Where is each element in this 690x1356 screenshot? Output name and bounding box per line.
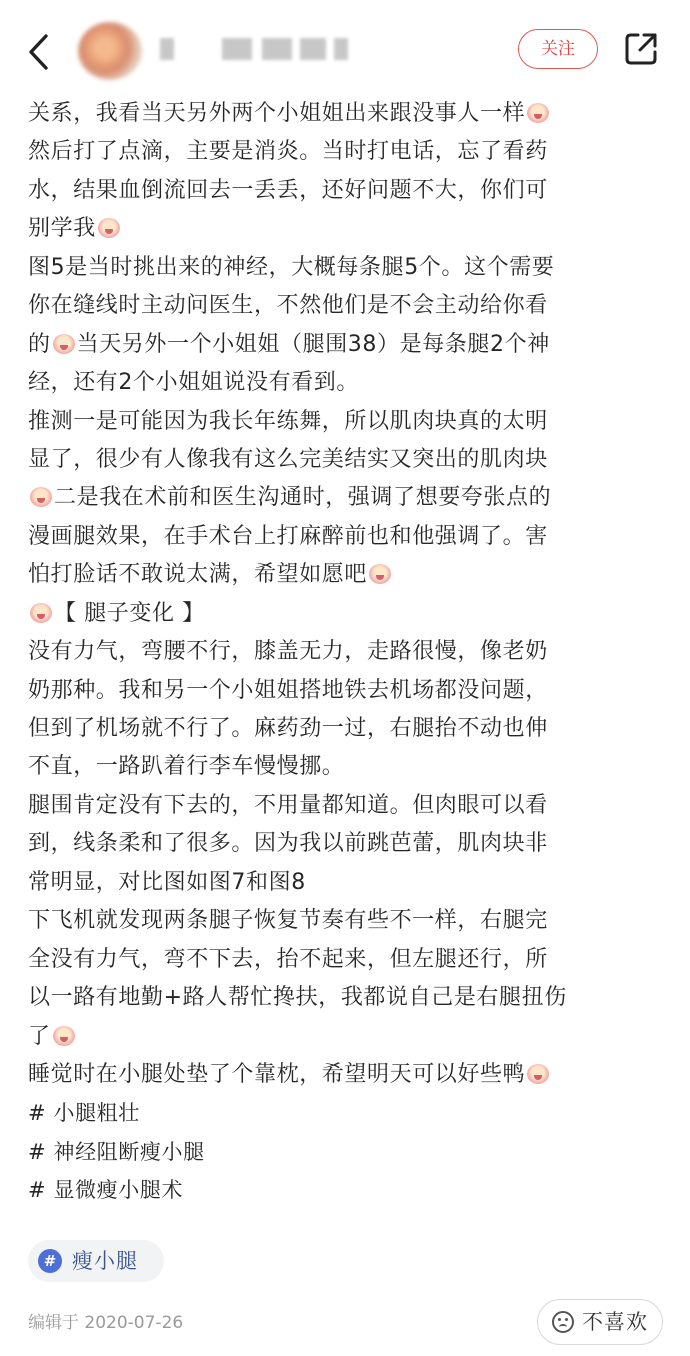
top-bar bbox=[0, 0, 690, 100]
crying-face-emoji-icon bbox=[98, 218, 120, 238]
follow-button[interactable]: 关注 bbox=[518, 29, 598, 69]
topic-label: 瘦小腿 bbox=[72, 1249, 138, 1273]
line-text: 全没有力气，弯不下去，抬不起来，但左腿还行，所 bbox=[28, 946, 548, 972]
post-text-line bbox=[28, 633, 673, 671]
crying-face-emoji-icon bbox=[53, 1026, 75, 1046]
hashtag-line[interactable]: # 小腿粗壮 bbox=[28, 1101, 140, 1126]
post-text-line bbox=[28, 979, 673, 1017]
hashtag-line[interactable]: # 显微瘦小腿术 bbox=[28, 1178, 184, 1203]
sad-face-icon bbox=[552, 1311, 574, 1333]
blurred-username bbox=[222, 38, 252, 60]
dislike-button[interactable] bbox=[537, 1299, 663, 1345]
blurred-username bbox=[160, 38, 174, 60]
edit-timestamp: 编辑于 2020-07-26 bbox=[28, 1313, 184, 1333]
line-text: 水，结果血倒流回去一丢丢，还好问题不大，你们可 bbox=[28, 177, 548, 203]
line-text: 你在缝线时主动问医生，不然他们是不会主动给你看 bbox=[28, 293, 548, 319]
blurred-username bbox=[300, 38, 326, 60]
line-text: 怕打脸话不敢说太满，希望如愿吧 bbox=[28, 562, 368, 588]
line-text: 关系，我看当天另外两个小姐姐出来跟没事人一样 bbox=[28, 101, 526, 126]
post-text-line bbox=[28, 941, 673, 979]
dislike-label: 不喜欢 bbox=[582, 1310, 648, 1334]
post-text-line bbox=[28, 710, 673, 748]
crying-face-emoji-icon bbox=[527, 103, 549, 123]
post-text-line bbox=[28, 364, 673, 402]
line-text: 显了，很少有人像我有这么完美结实又突出的肌肉块 bbox=[28, 446, 548, 472]
post-body bbox=[28, 95, 673, 1210]
crying-face-emoji-icon bbox=[527, 1064, 549, 1084]
post-text-line bbox=[28, 787, 673, 825]
post-text-line bbox=[28, 902, 673, 940]
post-text-line bbox=[28, 479, 673, 517]
post-text-line bbox=[28, 441, 673, 479]
line-text: 不直，一路趴着行李车慢慢挪。 bbox=[28, 754, 345, 780]
line-text-continued: 二是我在术前和医生沟通时，强调了想要夸张点的 bbox=[54, 485, 552, 511]
chevron-left-icon[interactable] bbox=[22, 30, 56, 74]
post-text-line bbox=[28, 95, 673, 133]
line-text: 经，还有2个小姐姐说没有看到。 bbox=[28, 370, 359, 396]
post-text-line bbox=[28, 326, 673, 364]
post-text-line bbox=[28, 210, 673, 248]
line-text: 的 bbox=[28, 331, 51, 357]
post-text-line bbox=[28, 249, 673, 287]
line-text: 奶那种。我和另一个小姐姐搭地铁去机场都没问题， bbox=[28, 677, 548, 703]
hashtag-line[interactable]: # 神经阻断瘦小腿 bbox=[28, 1139, 205, 1164]
line-text: 图5是当时挑出来的神经，大概每条腿5个。这个需要 bbox=[28, 254, 555, 280]
post-text-line bbox=[28, 556, 673, 594]
line-text: 漫画腿效果，在手术台上打麻醉前也和他强调了。害 bbox=[28, 523, 548, 549]
line-text: 到，线条柔和了很多。因为我以前跳芭蕾，肌肉块非 bbox=[28, 831, 548, 857]
line-text: 但到了机场就不行了。麻药劲一过，右腿抬不动也伸 bbox=[28, 716, 548, 741]
topic-tag[interactable] bbox=[28, 1240, 164, 1282]
line-text: 然后打了点滴，主要是消炎。当时打电话，忘了看药 bbox=[28, 139, 548, 165]
crying-face-emoji-icon bbox=[30, 603, 52, 623]
crying-face-emoji-icon bbox=[30, 487, 52, 507]
post-text-line bbox=[28, 748, 673, 786]
post-text-line bbox=[28, 403, 673, 441]
line-text-continued: 当天另外一个小姐姐（腿围38）是每条腿2个神 bbox=[76, 331, 550, 357]
post-text-line bbox=[28, 825, 673, 863]
post-text-line bbox=[28, 172, 673, 210]
post-text-line bbox=[28, 595, 673, 633]
line-text: 常明显，对比图如图7和图8 bbox=[28, 869, 306, 895]
crying-face-emoji-icon bbox=[53, 334, 75, 354]
post-text-line bbox=[28, 1056, 673, 1094]
hashtag-icon: # bbox=[38, 1249, 62, 1273]
line-text-continued: 【 腿子变化 】 bbox=[54, 600, 205, 626]
line-text: 了 bbox=[28, 1023, 51, 1049]
line-text: 睡觉时在小腿处垫了个靠枕，希望明天可以好些鸭 bbox=[28, 1061, 526, 1087]
line-text: 下飞机就发现两条腿子恢复节奏有些不一样，右腿完 bbox=[28, 908, 548, 934]
post-text-line bbox=[28, 1018, 673, 1056]
post-text-line bbox=[28, 672, 673, 710]
blurred-username bbox=[262, 38, 292, 60]
line-text: 没有力气，弯腰不行，膝盖无力，走路很慢，像老奶 bbox=[28, 639, 548, 665]
blurred-username bbox=[334, 38, 348, 60]
crying-face-emoji-icon bbox=[369, 564, 391, 584]
post-text-line bbox=[28, 133, 673, 171]
line-text: 腿围肯定没有下去的，不用量都知道。但肉眼可以看 bbox=[28, 792, 548, 818]
avatar[interactable] bbox=[78, 22, 142, 80]
line-text: 以一路有地勤+路人帮忙搀扶，我都说自己是右腿扭伤 bbox=[28, 985, 567, 1011]
post-text-line bbox=[28, 287, 673, 325]
post-text-line bbox=[28, 518, 673, 556]
line-text: 别学我 bbox=[28, 216, 96, 242]
line-text: 推测一是可能因为我长年练舞，所以肌肉块真的太明 bbox=[28, 408, 548, 434]
share-icon[interactable] bbox=[622, 30, 660, 68]
post-text-line bbox=[28, 864, 673, 902]
